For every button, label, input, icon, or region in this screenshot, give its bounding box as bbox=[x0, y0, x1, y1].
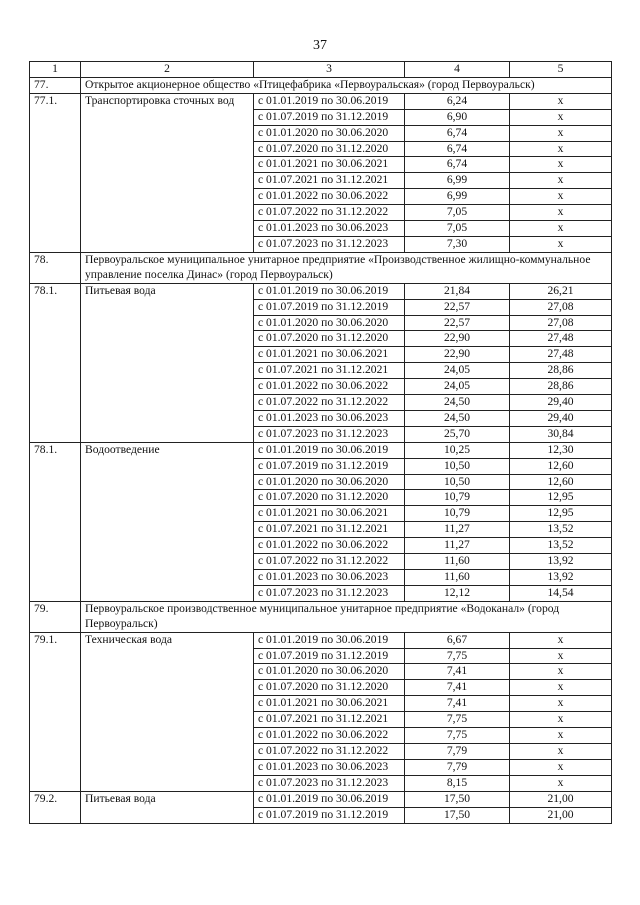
section-title: Открытое акционерное общество «Птицефабрика «Первоуральская» (город Первоуральск) bbox=[81, 77, 612, 93]
table-row bbox=[30, 632, 612, 648]
period-cell: с 01.07.2023 по 31.12.2023 bbox=[254, 236, 405, 252]
tariff-value-col5: 27,48 bbox=[510, 347, 612, 363]
tariff-value-col4: 10,50 bbox=[405, 458, 510, 474]
tariff-value-col5: 12,95 bbox=[510, 506, 612, 522]
tariff-value-col4: 24,50 bbox=[405, 410, 510, 426]
tariff-value-col5: x bbox=[510, 648, 612, 664]
period-cell: с 01.01.2023 по 30.06.2023 bbox=[254, 759, 405, 775]
column-header-1: 1 bbox=[30, 62, 81, 78]
section-row bbox=[30, 77, 612, 93]
tariff-value-col4: 7,79 bbox=[405, 743, 510, 759]
tariff-value-col5: x bbox=[510, 632, 612, 648]
table-row bbox=[30, 283, 612, 299]
period-cell: с 01.01.2019 по 30.06.2019 bbox=[254, 791, 405, 807]
period-cell: с 01.07.2019 по 31.12.2019 bbox=[254, 109, 405, 125]
period-cell: с 01.01.2021 по 30.06.2021 bbox=[254, 696, 405, 712]
tariff-value-col4: 7,41 bbox=[405, 680, 510, 696]
tariff-value-col5: 27,08 bbox=[510, 315, 612, 331]
tariff-value-col5: x bbox=[510, 728, 612, 744]
section-number: 78. bbox=[30, 252, 81, 283]
tariff-value-col4: 11,27 bbox=[405, 522, 510, 538]
period-cell: с 01.07.2019 по 31.12.2019 bbox=[254, 299, 405, 315]
period-cell: с 01.01.2021 по 30.06.2021 bbox=[254, 506, 405, 522]
period-cell: с 01.01.2023 по 30.06.2023 bbox=[254, 570, 405, 586]
column-header-3: 3 bbox=[254, 62, 405, 78]
table-row bbox=[30, 442, 612, 458]
tariff-value-col5: x bbox=[510, 189, 612, 205]
tariff-value-col4: 12,12 bbox=[405, 585, 510, 601]
tariff-value-col5: x bbox=[510, 173, 612, 189]
tariff-value-col5: 21,00 bbox=[510, 807, 612, 823]
period-cell: с 01.01.2020 по 30.06.2020 bbox=[254, 315, 405, 331]
tariff-value-col5: 29,40 bbox=[510, 410, 612, 426]
tariff-value-col4: 7,75 bbox=[405, 728, 510, 744]
period-cell: с 01.07.2019 по 31.12.2019 bbox=[254, 807, 405, 823]
tariff-value-col5: 13,92 bbox=[510, 570, 612, 586]
header-row bbox=[30, 62, 612, 78]
tariff-value-col5: 29,40 bbox=[510, 395, 612, 411]
tariff-value-col5: 13,52 bbox=[510, 522, 612, 538]
tariff-value-col5: 30,84 bbox=[510, 426, 612, 442]
tariff-value-col4: 10,79 bbox=[405, 490, 510, 506]
period-cell: с 01.01.2021 по 30.06.2021 bbox=[254, 157, 405, 173]
period-cell: с 01.07.2023 по 31.12.2023 bbox=[254, 585, 405, 601]
tariff-value-col5: x bbox=[510, 205, 612, 221]
period-cell: с 01.01.2019 по 30.06.2019 bbox=[254, 442, 405, 458]
tariff-value-col4: 7,41 bbox=[405, 664, 510, 680]
tariff-value-col4: 24,05 bbox=[405, 379, 510, 395]
period-cell: с 01.07.2022 по 31.12.2022 bbox=[254, 554, 405, 570]
tariff-value-col4: 11,27 bbox=[405, 538, 510, 554]
tariff-table bbox=[29, 61, 612, 824]
tariff-value-col5: x bbox=[510, 664, 612, 680]
column-header-5: 5 bbox=[510, 62, 612, 78]
service-number: 79.2. bbox=[30, 791, 81, 823]
period-cell: с 01.07.2020 по 31.12.2020 bbox=[254, 141, 405, 157]
period-cell: с 01.01.2022 по 30.06.2022 bbox=[254, 538, 405, 554]
tariff-value-col5: x bbox=[510, 743, 612, 759]
tariff-value-col4: 7,30 bbox=[405, 236, 510, 252]
tariff-value-col4: 6,74 bbox=[405, 157, 510, 173]
service-name: Питьевая вода bbox=[81, 283, 254, 442]
section-number: 77. bbox=[30, 77, 81, 93]
tariff-value-col5: x bbox=[510, 696, 612, 712]
tariff-value-col5: x bbox=[510, 775, 612, 791]
period-cell: с 01.07.2022 по 31.12.2022 bbox=[254, 205, 405, 221]
tariff-value-col4: 11,60 bbox=[405, 554, 510, 570]
tariff-value-col5: x bbox=[510, 680, 612, 696]
tariff-value-col5: 14,54 bbox=[510, 585, 612, 601]
period-cell: с 01.07.2019 по 31.12.2019 bbox=[254, 458, 405, 474]
tariff-value-col5: 27,48 bbox=[510, 331, 612, 347]
tariff-value-col4: 17,50 bbox=[405, 807, 510, 823]
section-row bbox=[30, 601, 612, 632]
period-cell: с 01.07.2019 по 31.12.2019 bbox=[254, 648, 405, 664]
tariff-value-col4: 7,05 bbox=[405, 221, 510, 237]
tariff-value-col4: 24,50 bbox=[405, 395, 510, 411]
service-name: Водоотведение bbox=[81, 442, 254, 601]
tariff-value-col4: 6,67 bbox=[405, 632, 510, 648]
tariff-value-col5: 28,86 bbox=[510, 363, 612, 379]
tariff-value-col5: 12,95 bbox=[510, 490, 612, 506]
tariff-value-col4: 7,75 bbox=[405, 648, 510, 664]
tariff-value-col5: x bbox=[510, 93, 612, 109]
section-title: Первоуральское производственное муниципальное унитарное предприятие «Водоканал» (город Первоуральск) bbox=[81, 601, 612, 632]
tariff-value-col5: 12,60 bbox=[510, 458, 612, 474]
period-cell: с 01.01.2020 по 30.06.2020 bbox=[254, 664, 405, 680]
tariff-value-col5: 13,52 bbox=[510, 538, 612, 554]
period-cell: с 01.01.2023 по 30.06.2023 bbox=[254, 221, 405, 237]
service-name: Транспортировка сточных вод bbox=[81, 93, 254, 252]
service-number: 78.1. bbox=[30, 442, 81, 601]
column-header-2: 2 bbox=[81, 62, 254, 78]
section-number: 79. bbox=[30, 601, 81, 632]
tariff-value-col4: 6,74 bbox=[405, 141, 510, 157]
tariff-value-col5: x bbox=[510, 109, 612, 125]
tariff-value-col5: x bbox=[510, 712, 612, 728]
tariff-value-col4: 10,25 bbox=[405, 442, 510, 458]
tariff-value-col5: x bbox=[510, 221, 612, 237]
period-cell: с 01.01.2022 по 30.06.2022 bbox=[254, 379, 405, 395]
period-cell: с 01.07.2020 по 31.12.2020 bbox=[254, 331, 405, 347]
period-cell: с 01.07.2022 по 31.12.2022 bbox=[254, 395, 405, 411]
tariff-value-col4: 22,57 bbox=[405, 315, 510, 331]
tariff-value-col4: 25,70 bbox=[405, 426, 510, 442]
tariff-value-col4: 22,90 bbox=[405, 331, 510, 347]
tariff-value-col5: x bbox=[510, 141, 612, 157]
period-cell: с 01.07.2021 по 31.12.2021 bbox=[254, 173, 405, 189]
tariff-value-col5: x bbox=[510, 125, 612, 141]
service-number: 77.1. bbox=[30, 93, 81, 252]
period-cell: с 01.07.2022 по 31.12.2022 bbox=[254, 743, 405, 759]
section-row bbox=[30, 252, 612, 283]
tariff-value-col4: 22,57 bbox=[405, 299, 510, 315]
period-cell: с 01.01.2019 по 30.06.2019 bbox=[254, 283, 405, 299]
tariff-value-col4: 8,15 bbox=[405, 775, 510, 791]
tariff-value-col4: 6,74 bbox=[405, 125, 510, 141]
tariff-value-col4: 17,50 bbox=[405, 791, 510, 807]
tariff-value-col4: 10,50 bbox=[405, 474, 510, 490]
tariff-value-col4: 7,75 bbox=[405, 712, 510, 728]
tariff-value-col5: x bbox=[510, 236, 612, 252]
period-cell: с 01.07.2021 по 31.12.2021 bbox=[254, 712, 405, 728]
period-cell: с 01.01.2022 по 30.06.2022 bbox=[254, 189, 405, 205]
period-cell: с 01.01.2023 по 30.06.2023 bbox=[254, 410, 405, 426]
tariff-value-col4: 6,99 bbox=[405, 173, 510, 189]
tariff-value-col5: x bbox=[510, 157, 612, 173]
tariff-value-col5: x bbox=[510, 759, 612, 775]
tariff-value-col4: 7,79 bbox=[405, 759, 510, 775]
table-row bbox=[30, 791, 612, 807]
period-cell: с 01.07.2021 по 31.12.2021 bbox=[254, 522, 405, 538]
tariff-value-col4: 6,90 bbox=[405, 109, 510, 125]
column-header-4: 4 bbox=[405, 62, 510, 78]
period-cell: с 01.01.2020 по 30.06.2020 bbox=[254, 474, 405, 490]
period-cell: с 01.07.2021 по 31.12.2021 bbox=[254, 363, 405, 379]
tariff-value-col5: 26,21 bbox=[510, 283, 612, 299]
table-row bbox=[30, 93, 612, 109]
tariff-value-col5: 28,86 bbox=[510, 379, 612, 395]
page-number: 37 bbox=[313, 38, 327, 53]
period-cell: с 01.01.2021 по 30.06.2021 bbox=[254, 347, 405, 363]
service-name: Техническая вода bbox=[81, 632, 254, 791]
tariff-value-col5: 13,92 bbox=[510, 554, 612, 570]
service-number: 78.1. bbox=[30, 283, 81, 442]
tariff-value-col4: 11,60 bbox=[405, 570, 510, 586]
tariff-value-col5: 21,00 bbox=[510, 791, 612, 807]
tariff-value-col4: 6,99 bbox=[405, 189, 510, 205]
period-cell: с 01.07.2020 по 31.12.2020 bbox=[254, 680, 405, 696]
tariff-value-col4: 6,24 bbox=[405, 93, 510, 109]
service-name: Питьевая вода bbox=[81, 791, 254, 823]
period-cell: с 01.01.2020 по 30.06.2020 bbox=[254, 125, 405, 141]
tariff-value-col4: 7,05 bbox=[405, 205, 510, 221]
period-cell: с 01.01.2022 по 30.06.2022 bbox=[254, 728, 405, 744]
service-number: 79.1. bbox=[30, 632, 81, 791]
period-cell: с 01.07.2023 по 31.12.2023 bbox=[254, 775, 405, 791]
tariff-value-col5: 12,60 bbox=[510, 474, 612, 490]
period-cell: с 01.07.2020 по 31.12.2020 bbox=[254, 490, 405, 506]
tariff-value-col4: 7,41 bbox=[405, 696, 510, 712]
tariff-value-col5: 12,30 bbox=[510, 442, 612, 458]
tariff-value-col4: 21,84 bbox=[405, 283, 510, 299]
period-cell: с 01.01.2019 по 30.06.2019 bbox=[254, 93, 405, 109]
period-cell: с 01.01.2019 по 30.06.2019 bbox=[254, 632, 405, 648]
period-cell: с 01.07.2023 по 31.12.2023 bbox=[254, 426, 405, 442]
tariff-value-col4: 22,90 bbox=[405, 347, 510, 363]
tariff-value-col5: 27,08 bbox=[510, 299, 612, 315]
section-title: Первоуральское муниципальное унитарное предприятие «Производственное жилищно-коммунальное управление поселка Динас» (город Первоуральск) bbox=[81, 252, 612, 283]
tariff-value-col4: 24,05 bbox=[405, 363, 510, 379]
tariff-value-col4: 10,79 bbox=[405, 506, 510, 522]
